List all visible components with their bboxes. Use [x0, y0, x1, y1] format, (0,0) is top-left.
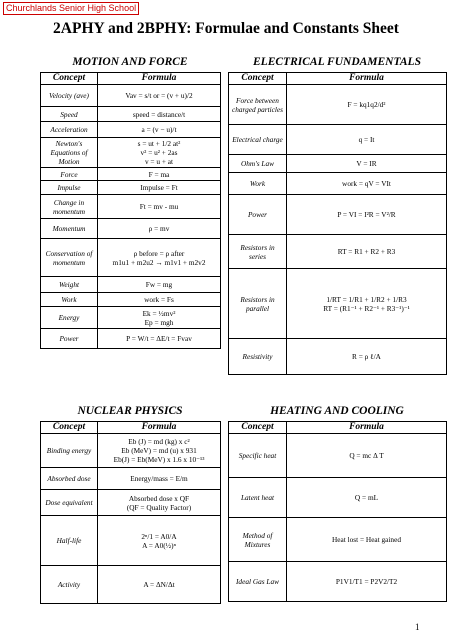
nuclear-concept-cell: Dose equivalent — [41, 490, 98, 516]
section-title-electrical: ELECTRICAL FUNDAMENTALS — [253, 56, 421, 68]
motion-row — [41, 277, 221, 293]
electrical-concept-cell: Ohm's Law — [229, 155, 287, 173]
electrical-row — [229, 155, 447, 173]
motion-concept-cell: Force — [41, 168, 98, 181]
motion-col-formula: Formula — [98, 73, 221, 85]
electrical-concept-cell: Power — [229, 195, 287, 235]
motion-concept-cell: Momentum — [41, 219, 98, 239]
electrical-col-concept: Concept — [229, 73, 287, 85]
heating-formula-cell: Q = mL — [287, 478, 447, 518]
motion-formula-cell: Impulse = Ft — [98, 181, 221, 195]
heating-col-formula: Formula — [287, 422, 447, 434]
page-title: 2APHY and 2BPHY: Formulae and Constants Sheet — [53, 20, 399, 37]
motion-row — [41, 307, 221, 329]
electrical-concept-cell: Resistors in series — [229, 235, 287, 269]
heating-row — [229, 562, 447, 602]
motion-formula-cell: Fw = mg — [98, 277, 221, 293]
electrical-formula-cell: RT = R1 + R2 + R3 — [287, 235, 447, 269]
motion-row — [41, 168, 221, 181]
motion-formula-cell: P = W/t = ΔE/t = Fvav — [98, 329, 221, 349]
motion-row — [41, 122, 221, 138]
motion-row — [41, 219, 221, 239]
nuclear-concept-cell: Activity — [41, 566, 98, 604]
nuclear-concept-cell: Half-life — [41, 516, 98, 566]
electrical-formula-cell: F = kq1q2/d² — [287, 85, 447, 125]
section-title-motion: MOTION AND FORCE — [72, 56, 188, 68]
motion-row — [41, 138, 221, 168]
heating-concept-cell: Ideal Gas Law — [229, 562, 287, 602]
motion-row — [41, 329, 221, 349]
motion-formula-cell: ρ = mv — [98, 219, 221, 239]
nuclear-concept-cell: Absorbed dose — [41, 468, 98, 490]
motion-col-concept: Concept — [41, 73, 98, 85]
nuclear-row — [41, 566, 221, 604]
motion-formula-cell: a = (v − u)/t — [98, 122, 221, 138]
nuclear-formula-cell: Energy/mass = E/m — [98, 468, 221, 490]
electrical-col-formula: Formula — [287, 73, 447, 85]
motion-formula-cell: Ek = ½mv² Ep = mgh — [98, 307, 221, 329]
motion-concept-cell: Newton's Equations of Motion — [41, 138, 98, 168]
heating-formula-cell: P1V1/T1 = P2V2/T2 — [287, 562, 447, 602]
electrical-row — [229, 85, 447, 125]
motion-formula-cell: F = ma — [98, 168, 221, 181]
heating-row — [229, 478, 447, 518]
electrical-concept-cell: Resistivity — [229, 339, 287, 375]
electrical-concept-cell: Work — [229, 173, 287, 195]
motion-row — [41, 293, 221, 307]
motion-concept-cell: Speed — [41, 107, 98, 122]
nuclear-concept-cell: Binding energy — [41, 434, 98, 468]
motion-concept-cell: Conservation of momentum — [41, 239, 98, 277]
electrical-row — [229, 339, 447, 375]
motion-formula-cell: Ft = mv - mu — [98, 195, 221, 219]
nuclear-row — [41, 516, 221, 566]
motion-concept-cell: Power — [41, 329, 98, 349]
heating-row — [229, 434, 447, 478]
motion-concept-cell: Velocity (ave) — [41, 85, 98, 107]
nuclear-table — [40, 421, 221, 604]
page-number: 1 — [415, 622, 420, 632]
motion-concept-cell: Impulse — [41, 181, 98, 195]
electrical-formula-cell: work = qV = VIt — [287, 173, 447, 195]
motion-concept-cell: Acceleration — [41, 122, 98, 138]
nuclear-formula-cell: A = ΔN/Δt — [98, 566, 221, 604]
heating-concept-cell: Latent heat — [229, 478, 287, 518]
motion-row — [41, 107, 221, 122]
electrical-formula-cell: 1/RT = 1/R1 + 1/R2 + 1/R3 RT = (R1⁻¹ + R2⁻¹ + R3⁻¹)⁻¹ — [287, 269, 447, 339]
motion-formula-cell: work = Fs — [98, 293, 221, 307]
electrical-table — [228, 72, 447, 375]
motion-formula-cell: speed = distance/t — [98, 107, 221, 122]
electrical-concept-cell: Force between charged particles — [229, 85, 287, 125]
motion-row — [41, 195, 221, 219]
nuclear-formula-cell: Absorbed dose x QF (QF = Quality Factor) — [98, 490, 221, 516]
heating-row — [229, 518, 447, 562]
section-title-nuclear: NUCLEAR PHYSICS — [77, 405, 183, 417]
nuclear-col-concept: Concept — [41, 422, 98, 434]
motion-formula-cell: s = ut + 1/2 at² v² = u² + 2as v = u + at — [98, 138, 221, 168]
motion-formula-cell: Vav = s/t or = (v + u)/2 — [98, 85, 221, 107]
electrical-concept-cell: Electrical charge — [229, 125, 287, 155]
electrical-row — [229, 173, 447, 195]
electrical-formula-cell: q = It — [287, 125, 447, 155]
electrical-row — [229, 195, 447, 235]
motion-row — [41, 239, 221, 277]
heating-formula-cell: Q = mc Δ T — [287, 434, 447, 478]
motion-concept-cell: Energy — [41, 307, 98, 329]
motion-formula-cell: ρ before = ρ after m1u1 + m2u2 → m1v1 + m2v2 — [98, 239, 221, 277]
nuclear-row — [41, 468, 221, 490]
section-title-heating: HEATING AND COOLING — [270, 405, 404, 417]
electrical-row — [229, 235, 447, 269]
heating-concept-cell: Specific heat — [229, 434, 287, 478]
electrical-formula-cell: P = VI = I²R = V²/R — [287, 195, 447, 235]
nuclear-formula-cell: 2ⁿ/1 = A0/A A = A0(½)ⁿ — [98, 516, 221, 566]
motion-concept-cell: Work — [41, 293, 98, 307]
nuclear-row — [41, 490, 221, 516]
motion-concept-cell: Weight — [41, 277, 98, 293]
motion-table — [40, 72, 221, 349]
electrical-formula-cell: V = IR — [287, 155, 447, 173]
motion-row — [41, 181, 221, 195]
heating-col-concept: Concept — [229, 422, 287, 434]
heating-table — [228, 421, 447, 602]
nuclear-row — [41, 434, 221, 468]
school-label: Churchlands Senior High School — [3, 2, 139, 15]
electrical-row — [229, 269, 447, 339]
motion-row — [41, 85, 221, 107]
electrical-concept-cell: Resistors in parallel — [229, 269, 287, 339]
electrical-formula-cell: R = ρ ℓ/A — [287, 339, 447, 375]
nuclear-formula-cell: Eb (J) = md (kg) x c² Eb (MeV) = md (u) x 931 Eb(J) = Eb(MeV) x 1.6 x 10⁻¹³ — [98, 434, 221, 468]
electrical-row — [229, 125, 447, 155]
motion-concept-cell: Change in momentum — [41, 195, 98, 219]
heating-concept-cell: Method of Mixtures — [229, 518, 287, 562]
heating-formula-cell: Heat lost = Heat gained — [287, 518, 447, 562]
nuclear-col-formula: Formula — [98, 422, 221, 434]
